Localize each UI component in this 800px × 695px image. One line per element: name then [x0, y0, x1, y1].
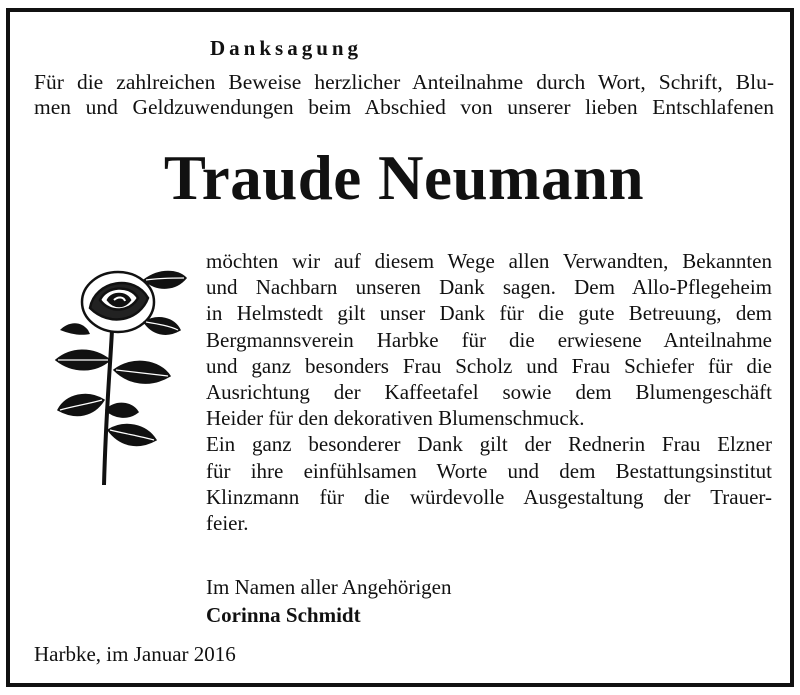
- body-line: Ausrichtung der Kaffeetafel sowie dem Blumengeschäft: [206, 380, 772, 405]
- body-line: möchten wir auf diesem Wege allen Verwandten, Bekannten: [206, 249, 772, 273]
- body-line: für ihre einfühlsamen Worte und dem Bestattungsinstitut: [206, 458, 772, 483]
- body-line: und ganz besonders Frau Scholz und Frau Schiefer für die: [206, 353, 772, 378]
- body-text: [206, 248, 772, 536]
- body-line: Ein ganz besonderer Dank gilt der Rednerin Frau Elzner: [206, 432, 772, 457]
- deceased-name: Traude Neumann: [163, 143, 645, 213]
- rose-icon: [40, 260, 190, 490]
- body-line: Klinzmann für die würdevolle Ausgestaltung der Trauer-: [206, 484, 772, 509]
- place-date: Harbke, im Januar 2016: [34, 642, 236, 666]
- body-line: und Nachbarn unseren Dank sagen. Dem Allo-Pflegeheim: [206, 275, 772, 300]
- closing-block: [206, 573, 452, 629]
- body-line: in Helmstedt gilt unser Dank für die gute Betreuung, dem: [206, 301, 772, 326]
- body-line: Bergmannsverein Harbke für die erwiesene Anteilnahme: [206, 327, 772, 352]
- body-line: Heider für den dekorativen Blumenschmuck.: [206, 406, 585, 431]
- intro-line: Für die zahlreichen Beweise herzlicher Anteilnahme durch Wort, Schrift, Blu-: [34, 70, 774, 94]
- obituary-notice: [6, 8, 794, 687]
- closing-line: Im Namen aller Angehörigen: [206, 575, 452, 599]
- signature: Corinna Schmidt: [206, 603, 361, 627]
- notice-heading: Danksagung: [210, 36, 363, 60]
- intro-line: men und Geldzuwendungen beim Abschied von unserer lieben Entschlafenen: [34, 95, 774, 119]
- body-line: feier.: [206, 511, 249, 536]
- intro-text: [34, 70, 774, 120]
